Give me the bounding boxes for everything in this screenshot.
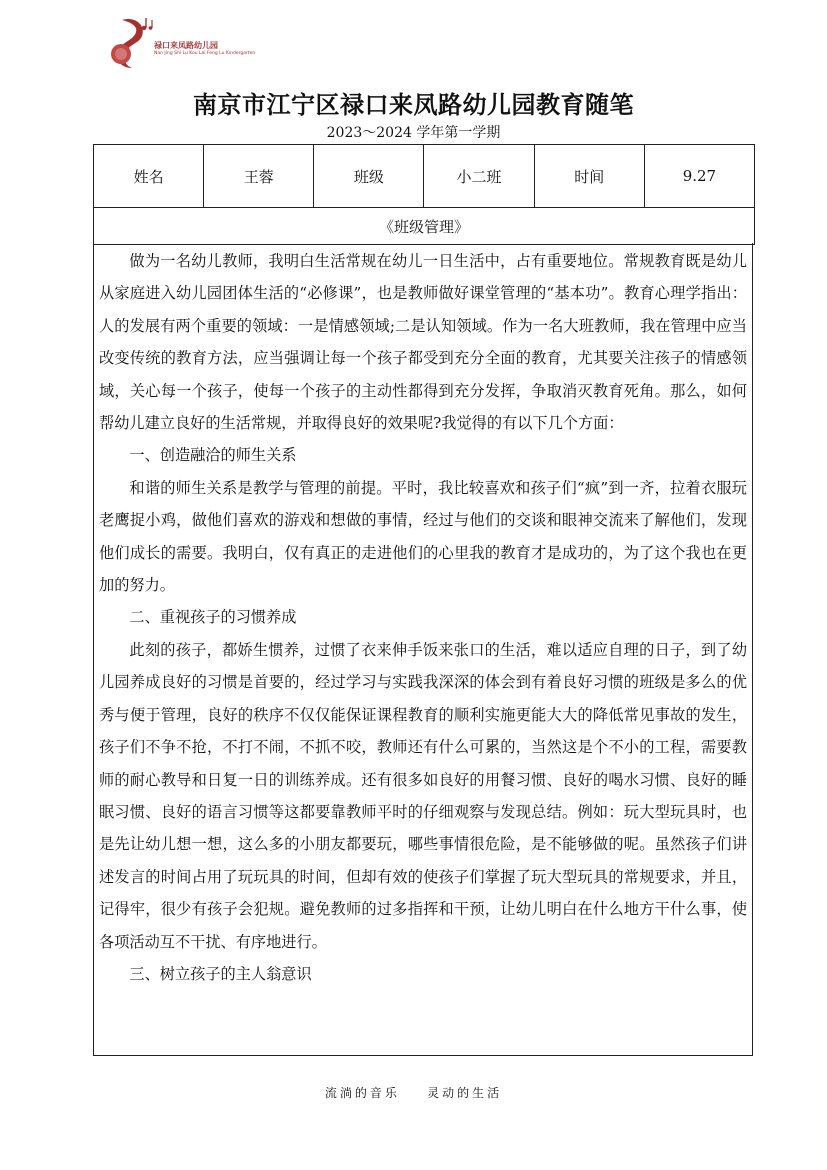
- section-heading-3: 三、树立孩子的主人翁意识: [129, 964, 312, 983]
- footer-slogan: 流淌的音乐 灵动的生活: [324, 1086, 503, 1100]
- name-value: 王蓉: [204, 145, 314, 208]
- paragraph-intro: 做为一名幼儿教师，我明白生活常规在幼儿一日生活中，占有重要地位。常规教育既是幼儿从家庭进入幼儿园团体生活的“必修课”，也是教师做好课堂管理的“基本功”。教育心理学指出：人的发展有两个重要的领域：一是情感领域;二是认知领域。作为一名大班教师，我在管理中应当改变传统的教育方法，应当强调让每一个孩子都受到充分全面的教育，尤其要关注孩子的情感领域，关心每一个孩子，使每一个孩子的主动性都得到充分发挥，争取消灭教育死角。那么，如何帮幼儿建立良好的生活常规，并取得良好的效果呢?我觉得的有以下几个方面：: [99, 252, 747, 433]
- section-heading-1: 一、创造融洽的师生关系: [129, 446, 297, 465]
- paragraph-2: 此刻的孩子，都娇生惯养，过惯了衣来伸手饭来张口的生活，难以适应自理的日子，到了幼儿园养成良好的习惯是首要的，经过学习与实践我深深的体会到有着良好习惯的班级是多么的优秀与便于管理，良好的秩序不仅仅能保证课程教育的顺利实施更能大大的降低常见事故的发生，孩子们不争不抢，不打不闹，不抓不咬，教师还有什么可累的，当然这是个不小的工程，需要教师的耐心教导和日复一日的训练养成。还有很多如良好的用餐习惯、良好的喝水习惯、良好的睡眠习惯、良好的语言习惯等这都要靠教师平时的仔细观察与发现总结。例如：玩大型玩具时，也是先让幼儿想一想，这么多的小朋友都要玩，哪些事情很危险，是不能够做的呢。虽然孩子们讲述发言的时间占用了玩玩具的时间，但却有效的使孩子们掌握了玩大型玩具的常规要求，并且，记得牢，很少有孩子会犯规。避免教师的过多指挥和干预，让幼儿明白在什么地方干什么事，使各项活动互不干扰、有序地进行。: [99, 640, 747, 951]
- section-heading-2: 二、重视孩子的习惯养成: [129, 608, 297, 627]
- class-label: 班级: [314, 145, 424, 208]
- essay-title: 《班级管理》: [94, 208, 755, 245]
- time-label: 时间: [534, 145, 644, 208]
- essay-body: [93, 243, 753, 1056]
- class-value: 小二班: [424, 145, 534, 208]
- logo-name-cn: 禄口来凤路幼儿园: [154, 41, 218, 50]
- name-label: 姓名: [94, 145, 204, 208]
- kindergarten-logo: [108, 14, 256, 70]
- school-term: 2023～2024 学年第一学期: [326, 125, 501, 141]
- music-note-logo-icon: [108, 14, 158, 70]
- paragraph-1: 和谐的师生关系是教学与管理的前提。平时，我比较喜欢和孩子们“疯”到一齐，拉着衣服玩老鹰捉小鸡，做他们喜欢的游戏和想做的事情，经过与他们的交谈和眼神交流来了解他们，发现他们成长的需要。我明白，仅有真正的走进他们的心里我的教育才是成功的，为了这个我也在更加的努力。: [99, 478, 747, 595]
- info-table: [93, 144, 755, 245]
- time-value: 9.27: [644, 145, 754, 208]
- logo-name-en: Nan Jing Shi Lu Kou Lai Feng Lu Kindergarten: [154, 51, 256, 56]
- document-title: 南京市江宁区禄口来凤路幼儿园教育随笔: [193, 90, 634, 119]
